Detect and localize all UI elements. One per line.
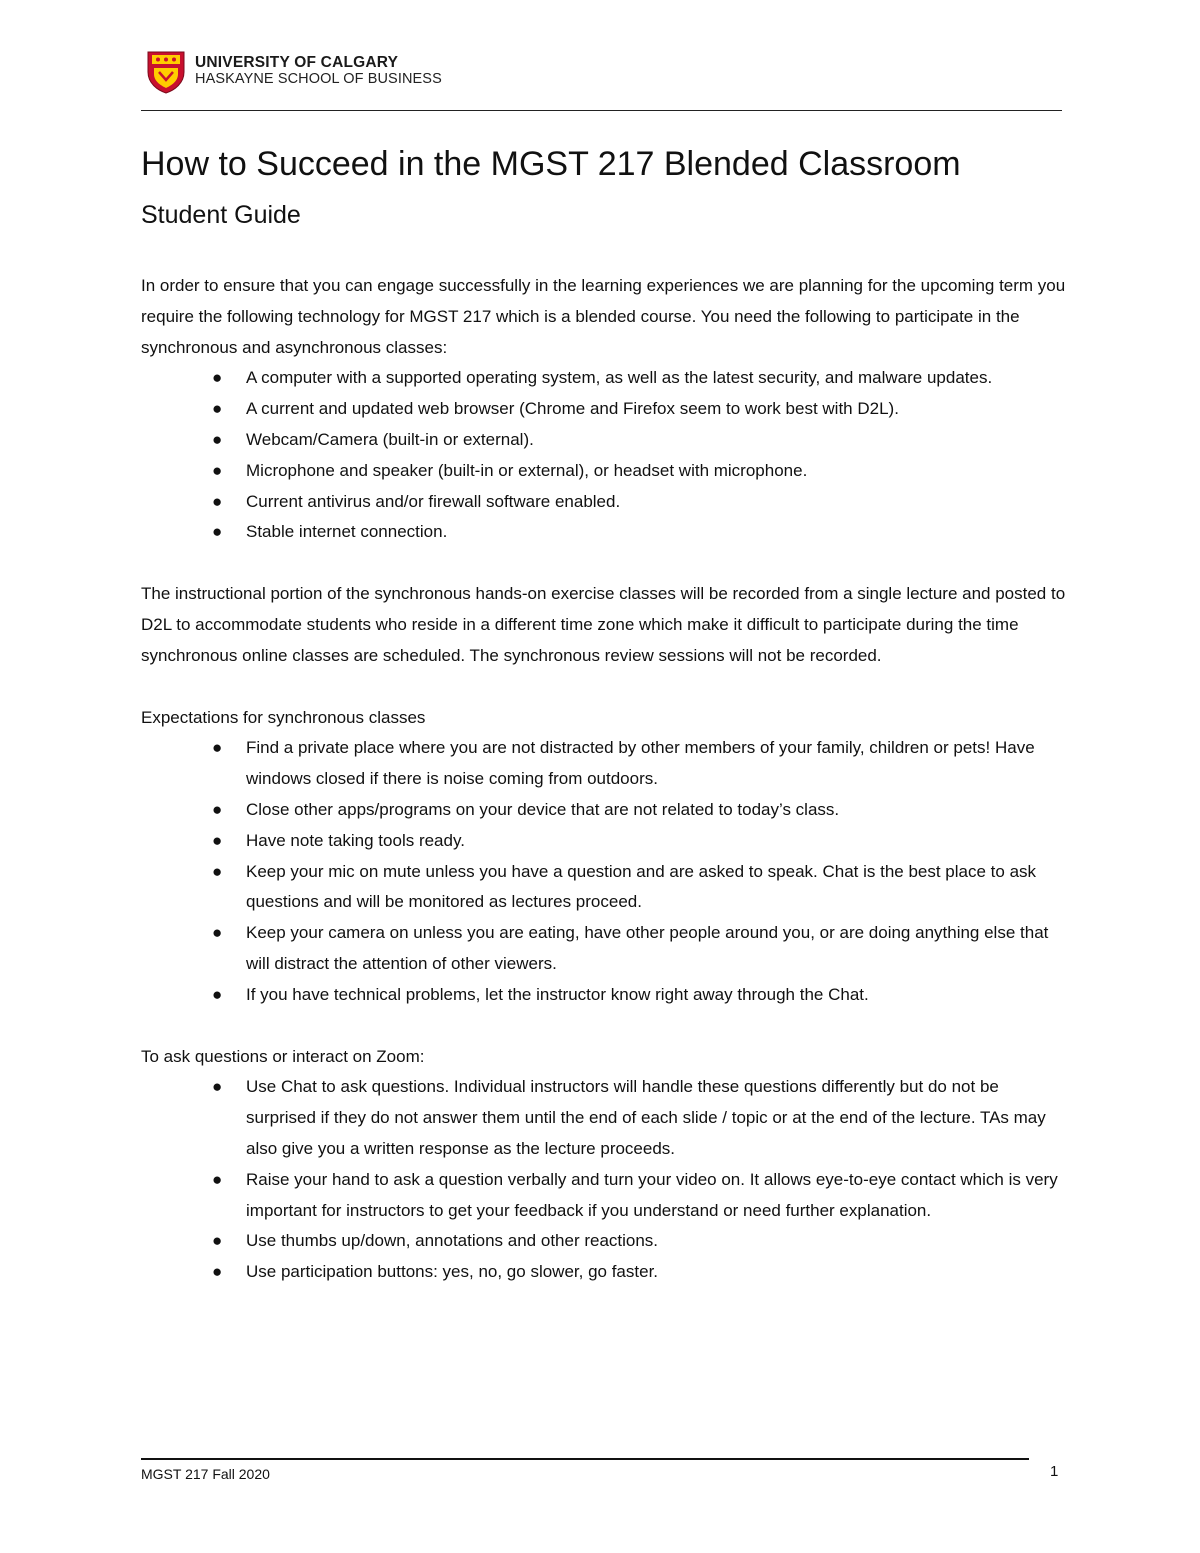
page-title: How to Succeed in the MGST 217 Blended Classroom [141, 145, 961, 183]
spacer [141, 1011, 1071, 1042]
bullet-dot-icon: ● [212, 1169, 223, 1189]
list-item [212, 394, 1071, 425]
list-item-text: A current and updated web browser (Chrome and Firefox seem to work best with D2L). [246, 399, 899, 419]
footer-course: MGST 217 Fall 2020 [141, 1466, 270, 1482]
document-body [141, 271, 1071, 1288]
list-item [212, 456, 1071, 487]
brand-university-name: UNIVERSITY OF CALGARY [195, 54, 399, 71]
list-item [212, 363, 1071, 394]
list-item-text: Microphone and speaker (built-in or external), or headset with microphone. [246, 460, 808, 480]
bullet-dot-icon: ● [212, 738, 223, 758]
list-item [212, 795, 1071, 826]
intro-paragraph: In order to ensure that you can engage successfully in the learning experiences we are planning for the upcoming term you require the following technology for MGST 217 which is a blended course. You need the following to participate in the synchronous and asynchronous classes: [141, 276, 1066, 357]
expectations-heading: Expectations for synchronous classes [141, 707, 426, 727]
bullet-dot-icon: ● [212, 799, 223, 819]
bullet-dot-icon: ● [212, 429, 223, 449]
list-item [212, 1072, 1071, 1164]
list-item [212, 733, 1071, 795]
bullet-dot-icon: ● [212, 1262, 223, 1282]
list-item [212, 1257, 1071, 1288]
list-item [212, 517, 1071, 548]
list-item-text: Find a private place where you are not distracted by other members of your family, children or pets! Have windows closed if there is noise coming from outdoors. [246, 738, 1035, 789]
bullet-dot-icon: ● [212, 368, 223, 388]
list-item-text: Use participation buttons: yes, no, go slower, go faster. [246, 1262, 659, 1282]
list-item-text: Webcam/Camera (built-in or external). [246, 429, 534, 449]
list-item-text: Stable internet connection. [246, 522, 448, 542]
list-item [212, 980, 1071, 1011]
header-divider [141, 110, 1062, 111]
bullet-dot-icon: ● [212, 491, 223, 511]
spacer [141, 672, 1071, 703]
bullet-dot-icon: ● [212, 460, 223, 480]
zoom-interaction-list [141, 1072, 1071, 1288]
list-item-text: A computer with a supported operating system, as well as the latest security, and malware updates. [246, 368, 993, 388]
bullet-dot-icon: ● [212, 984, 223, 1004]
list-item-text: Keep your camera on unless you are eating, have other people around you, or are doing anything else that will distract the attention of other viewers. [246, 923, 1049, 973]
footer-divider [141, 1458, 1029, 1460]
list-item-text: Use Chat to ask questions. Individual instructors will handle these questions differently but do not be surprised if they do not answer them until the end of each slide / topic or at the end of the lecture. TAs may also give you a written response as the lecture proceeds. [246, 1077, 1046, 1158]
bullet-dot-icon: ● [212, 522, 223, 542]
bullet-dot-icon: ● [212, 923, 223, 943]
tech-requirements-list [141, 363, 1071, 548]
list-item [212, 425, 1071, 456]
list-item-text: If you have technical problems, let the instructor know right away through the Chat. [246, 984, 869, 1004]
list-item [212, 1165, 1071, 1227]
list-item-text: Close other apps/programs on your device that are not related to today’s class. [246, 799, 840, 819]
list-item [212, 487, 1071, 518]
list-item-text: Current antivirus and/or firewall software enabled. [246, 491, 621, 511]
expectations-list [141, 733, 1071, 1010]
list-item-text: Keep your mic on mute unless you have a question and are asked to speak. Chat is the best place to ask questions and will be monitored as lectures proceed. [246, 861, 1037, 912]
university-crest-icon [147, 50, 185, 94]
bullet-dot-icon: ● [212, 1077, 223, 1097]
brand-school-name: HASKAYNE SCHOOL OF BUSINESS [195, 71, 442, 87]
list-item [212, 1226, 1071, 1257]
list-item-text: Use thumbs up/down, annotations and other reactions. [246, 1231, 659, 1251]
list-item [212, 826, 1071, 857]
bullet-dot-icon: ● [212, 399, 223, 419]
bullet-dot-icon: ● [212, 861, 223, 881]
list-item [212, 918, 1071, 980]
list-item-text: Raise your hand to ask a question verbally and turn your video on. It allows eye-to-eye contact which is very important for instructors to get your feedback if you understand or need further explanation. [246, 1169, 1058, 1220]
spacer [141, 548, 1071, 579]
bullet-dot-icon: ● [212, 1231, 223, 1251]
page-number: 1 [1050, 1463, 1059, 1480]
zoom-heading: To ask questions or interact on Zoom: [141, 1046, 425, 1066]
bullet-dot-icon: ● [212, 830, 223, 850]
brand-wordmark [195, 54, 442, 88]
recording-paragraph: The instructional portion of the synchronous hands-on exercise classes will be recorded from a single lecture and posted to D2L to accommodate students who reside in a different time zone which make it difficult to participate during the time synchronous online classes are scheduled. The synchronous review sessions will not be recorded. [141, 584, 1066, 665]
list-item-text: Have note taking tools ready. [246, 830, 465, 850]
list-item [212, 857, 1071, 919]
page-subtitle: Student Guide [141, 201, 301, 229]
